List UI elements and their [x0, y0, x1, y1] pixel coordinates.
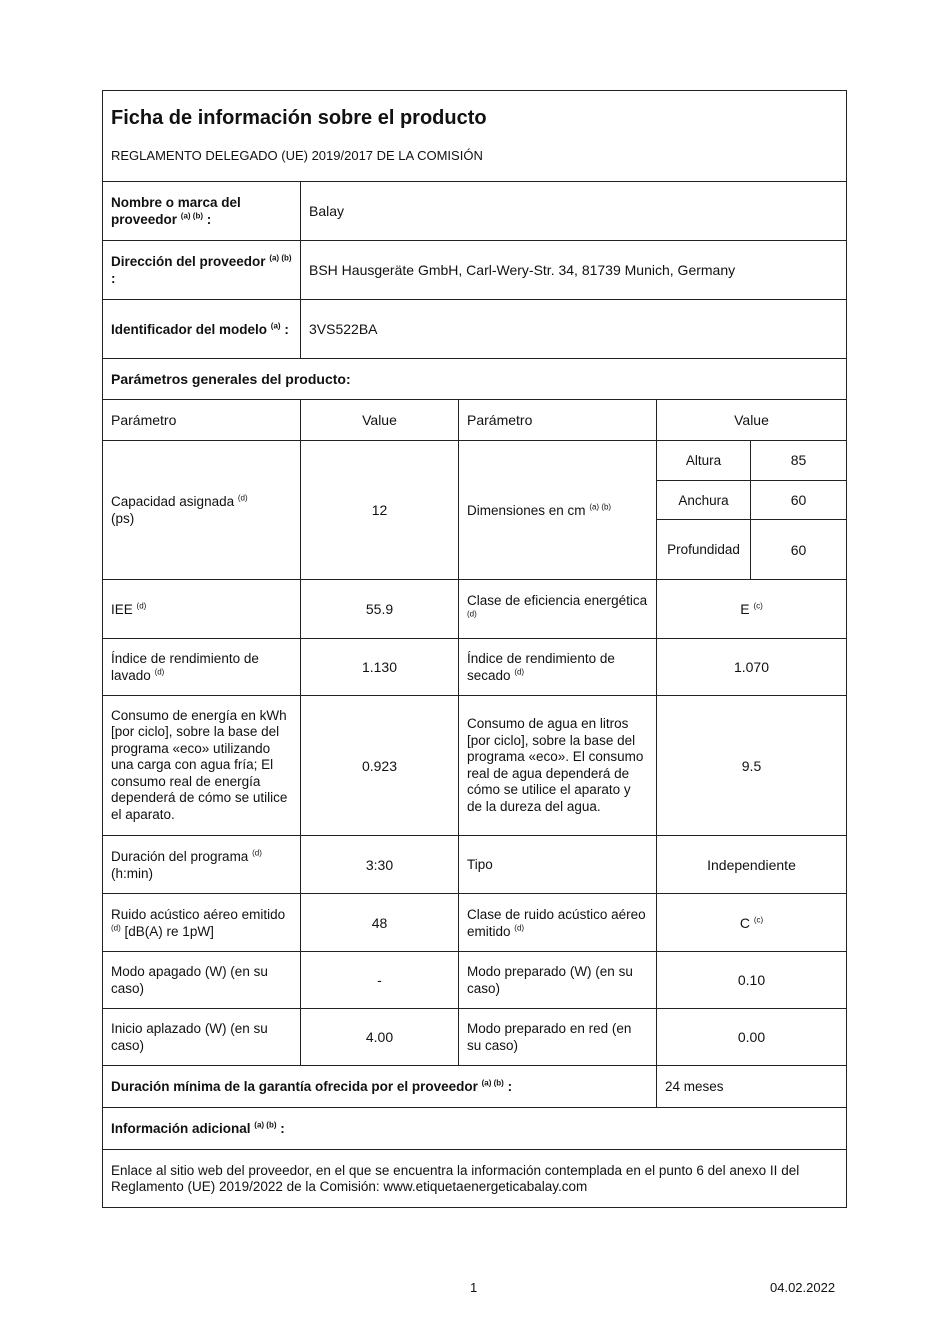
delay-start-label: Inicio aplazado (W) (en su caso) — [103, 1009, 301, 1065]
model-label: Identificador del modelo $^{(a)}$ : — [103, 300, 301, 358]
warranty-value: 24 meses — [665, 1079, 724, 1094]
column-headers-row — [103, 400, 846, 441]
header-row — [103, 91, 846, 182]
general-heading-row — [103, 359, 846, 400]
iee-value: 55.9 — [301, 580, 459, 638]
product-information-sheet — [102, 90, 847, 1208]
dimension-depth-value: 60 — [790, 541, 807, 558]
energy-consumption-value: 0.923 — [301, 696, 459, 835]
capacity-value: 12 — [301, 441, 459, 579]
col-header-param-1: Parámetro — [103, 400, 301, 440]
page-title: Ficha de información sobre el producto — [111, 107, 487, 129]
water-consumption-value: 9.5 — [741, 757, 762, 774]
type-value: Independiente — [707, 856, 796, 873]
param-row-delay-start — [103, 1009, 846, 1066]
type-label: Tipo — [459, 836, 657, 893]
off-mode-value: - — [301, 952, 459, 1008]
program-duration-value: 3:30 — [301, 836, 459, 893]
param-row-iee — [103, 580, 846, 639]
energy-consumption-label: Consumo de energía en kWh [por ciclo], sobre la base del programa «eco» utilizando una carga con agua fría; El consumo real de energía dependerá de cómo se utilice el aparato. — [103, 696, 301, 835]
param-row-consumption — [103, 696, 846, 836]
water-consumption-label: Consumo de agua en litros [por ciclo], sobre la base del programa «eco». El consumo real de agua dependerá de cómo se utilice el aparato y de la dureza del agua. — [459, 696, 657, 835]
capacity-label: Capacidad asignada $^{(d)}$ (ps) — [103, 441, 301, 579]
general-heading: Parámetros generales del producto: — [111, 371, 351, 387]
warranty-label: Duración mínima de la garantía ofrecida por el proveedor $^{(a) (b)}$ : — [103, 1066, 657, 1107]
param-row-duration — [103, 836, 846, 894]
dimension-height-row — [657, 441, 846, 481]
model-row — [103, 300, 846, 359]
dimension-depth-row — [657, 520, 846, 579]
supplier-name-value: Balay — [309, 203, 345, 219]
param-row-performance — [103, 639, 846, 696]
dimensions-grid — [657, 441, 846, 579]
additional-info-label: Información adicional $^{(a) (b)}$ : — [111, 1120, 285, 1136]
supplier-address-row — [103, 241, 846, 300]
standby-mode-label: Modo preparado (W) (en su caso) — [459, 952, 657, 1008]
col-header-value-1: Value — [301, 400, 459, 440]
capacity-dimensions-row — [103, 441, 846, 580]
noise-class-label: Clase de ruido acústico aéreo emitido $^{(d)}$ — [459, 894, 657, 951]
dimension-width-label: Anchura — [657, 481, 751, 520]
dimensions-label: Dimensiones en cm $^{(a) (b)}$ — [459, 441, 657, 579]
supplier-address-label: Dirección del proveedor $^{(a) (b)}$ : — [103, 241, 301, 299]
drying-index-value: 1.070 — [733, 659, 770, 675]
document-date: 04.02.2022 — [770, 1280, 836, 1295]
iee-label: IEE $^{(d)}$ — [103, 580, 301, 638]
off-mode-label: Modo apagado (W) (en su caso) — [103, 952, 301, 1008]
supplier-name-label: Nombre o marca del proveedor $^{(a) (b)}$ : — [103, 182, 301, 240]
model-value: 3VS522BA — [309, 321, 378, 337]
dimension-height-value: 85 — [790, 452, 807, 469]
param-row-off-mode — [103, 952, 846, 1009]
warranty-row — [103, 1066, 846, 1108]
col-header-param-2: Parámetro — [459, 400, 657, 440]
dimension-depth-label: Profundidad — [657, 520, 751, 579]
drying-index-label: Índice de rendimiento de secado $^{(d)}$ — [459, 639, 657, 695]
program-duration-label: Duración del programa $^{(d)}$ (h:min) — [103, 836, 301, 893]
supplier-name-row — [103, 182, 846, 241]
regulation-text: REGLAMENTO DELEGADO (UE) 2019/2017 DE LA COMISIÓN — [111, 148, 483, 163]
header-block — [103, 91, 495, 181]
supplier-address-value: BSH Hausgeräte GmbH, Carl-Wery-Str. 34, 81739 Munich, Germany — [309, 262, 736, 278]
networked-standby-label: Modo preparado en red (en su caso) — [459, 1009, 657, 1065]
dimension-width-row — [657, 481, 846, 521]
delay-start-value: 4.00 — [301, 1009, 459, 1065]
col-header-value-2: Value — [734, 412, 769, 428]
noise-value: 48 — [301, 894, 459, 951]
energy-class-label: Clase de eficiencia energética $^{(d)}$ — [459, 580, 657, 638]
supplier-link-text: Enlace al sitio web del proveedor, en el que se encuentra la información contemplada en el punto 6 del anexo II del Reglamento (UE) 2019/2022 de la Comisión: www.etiquetaenergeticabalay.com — [111, 1162, 800, 1194]
networked-standby-value: 0.00 — [737, 1029, 766, 1045]
dimension-height-label: Altura — [657, 441, 751, 480]
param-row-noise — [103, 894, 846, 952]
washing-index-label: Índice de rendimiento de lavado $^{(d)}$ — [103, 639, 301, 695]
page-number: 1 — [470, 1280, 478, 1295]
additional-info-row — [103, 1108, 846, 1150]
energy-class-value: E $^{(c)}$ — [740, 601, 763, 617]
supplier-link-row — [103, 1150, 846, 1207]
standby-mode-value: 0.10 — [737, 972, 766, 988]
dimension-width-value: 60 — [790, 492, 807, 509]
washing-index-value: 1.130 — [301, 639, 459, 695]
noise-class-value: C $^{(c)}$ — [739, 914, 764, 931]
noise-label: Ruido acústico aéreo emitido $^{(d)}$ [dB(A) re 1pW] — [103, 894, 301, 951]
